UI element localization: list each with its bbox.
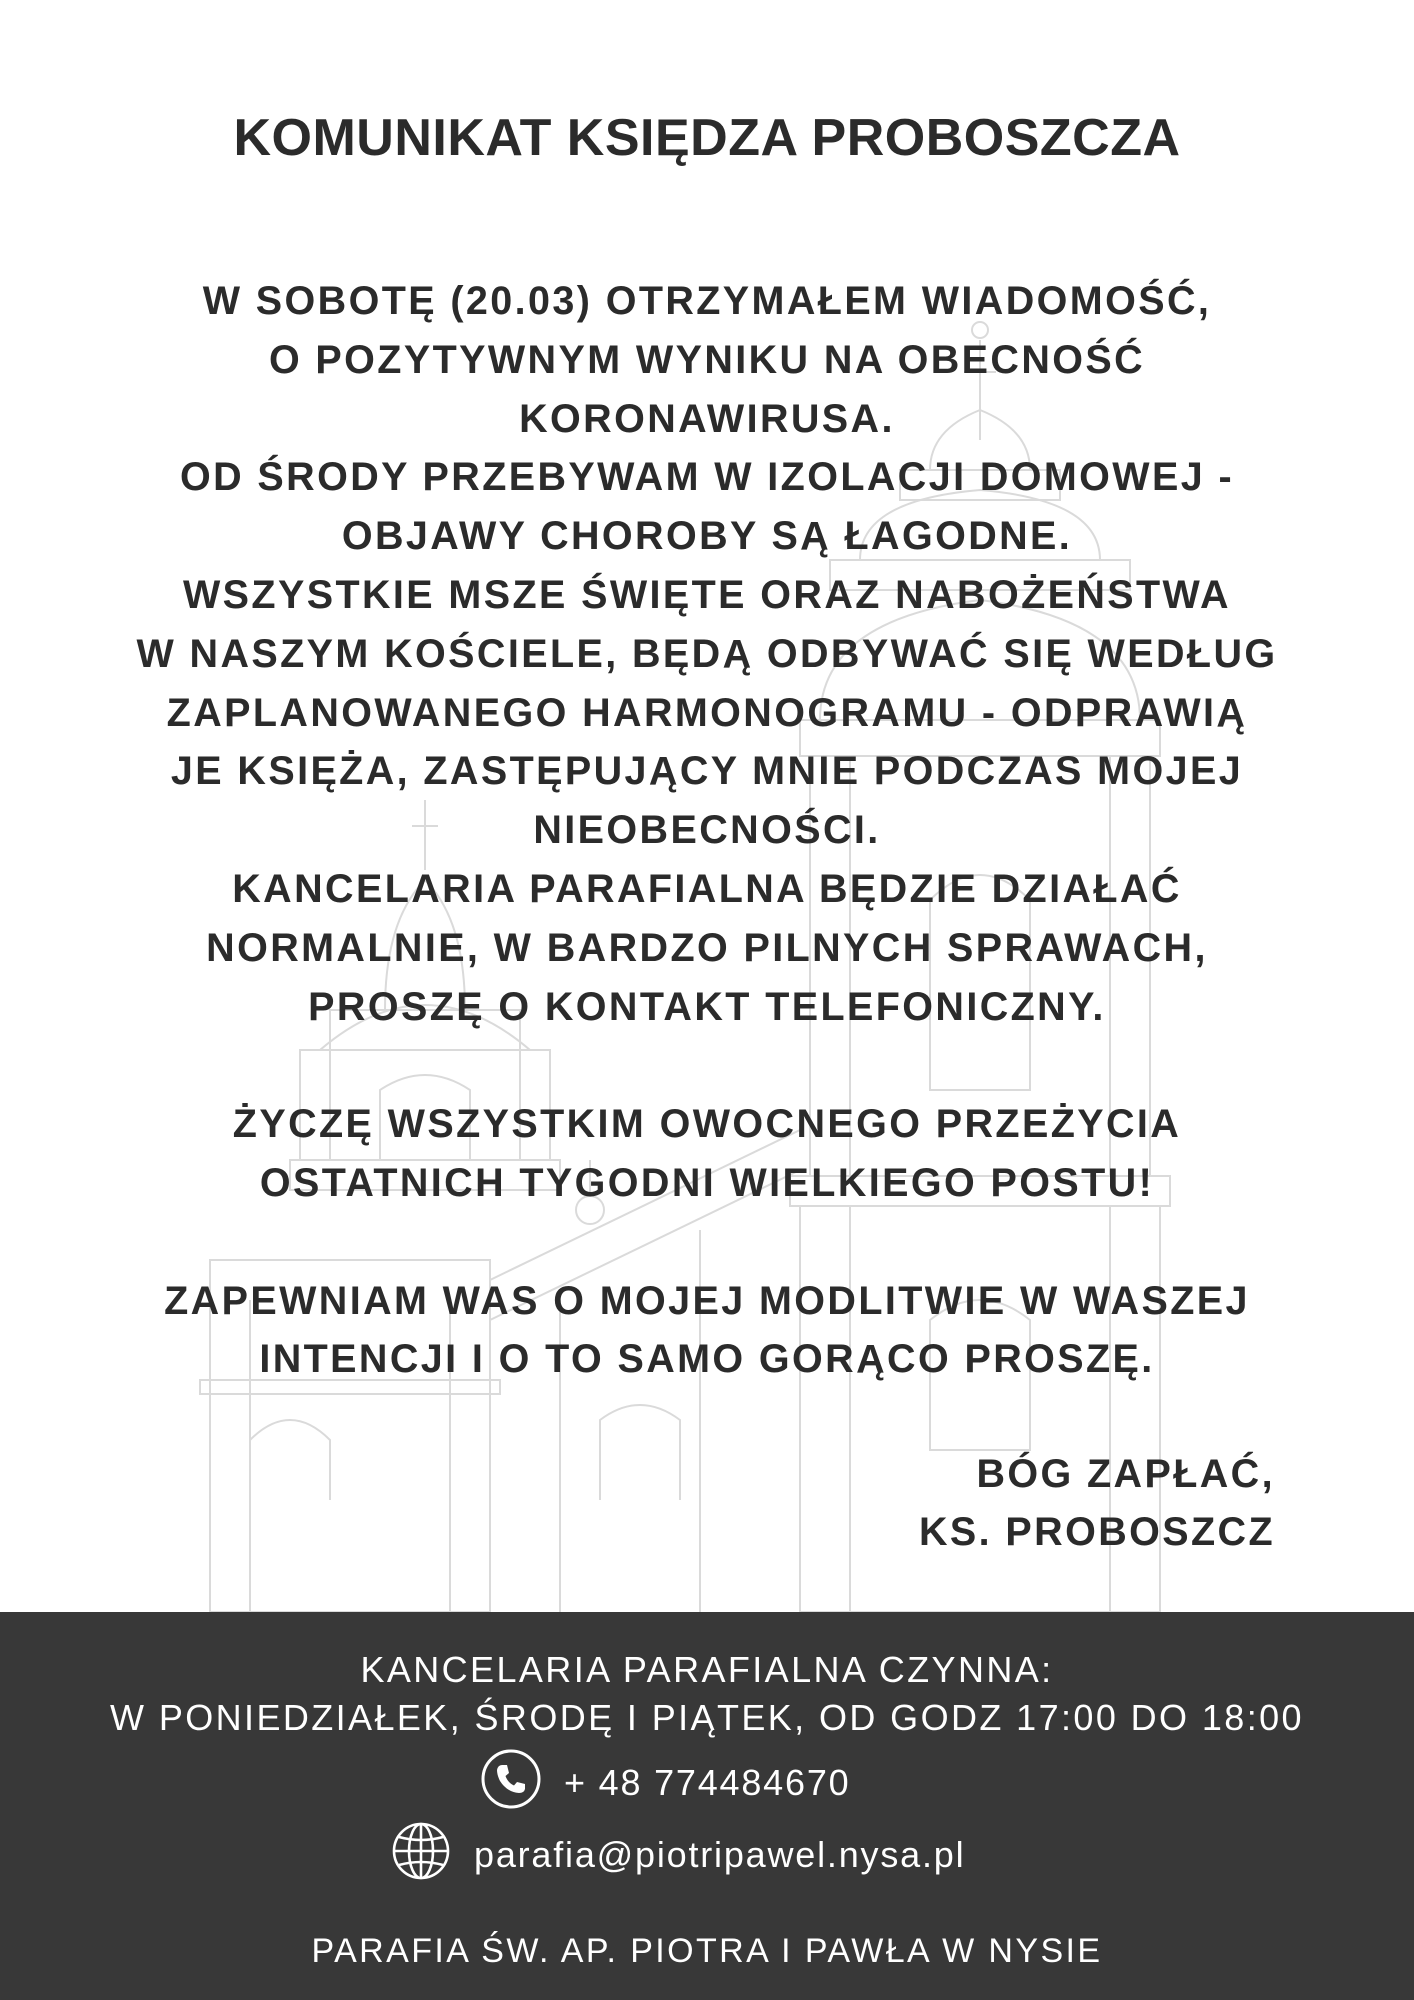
text-line: OD ŚRODY PRZEBYWAM W IZOLACJI DOMOWEJ -: [179, 455, 1235, 500]
parish-name: PARAFIA ŚW. AP. PIOTRA I PAWŁA W NYSIE: [311, 1932, 1103, 1970]
phone-icon: [480, 1748, 542, 1819]
text-line: NORMALNIE, W BARDZO PILNYCH SPRAWACH,: [206, 925, 1208, 970]
paragraph-gap: [110, 1036, 1304, 1095]
signature-block: [919, 1445, 1275, 1561]
office-hours-title: KANCELARIA PARAFIALNA CZYNNA:: [360, 1649, 1054, 1690]
text-line: ZAPLANOWANEGO HARMONOGRAMU - ODPRAWIĄ: [166, 690, 1248, 735]
text-line: JE KSIĘŻA, ZASTĘPUJĄCY MNIE PODCZAS MOJEJ: [170, 749, 1244, 794]
office-hours: [0, 1646, 1414, 1742]
text-line: KANCELARIA PARAFIALNA BĘDZIE DZIAŁAĆ: [232, 866, 1182, 911]
text-line: OBJAWY CHOROBY SĄ ŁAGODNE.: [341, 514, 1073, 559]
phone-contact[interactable]: [480, 1752, 850, 1814]
office-hours-detail: W PONIEDZIAŁEK, ŚRODĘ I PIĄTEK, OD GODZ 17:00 DO 18:00: [110, 1697, 1304, 1738]
footer-bar: [0, 1612, 1414, 2000]
text-line: WSZYSTKIE MSZE ŚWIĘTE ORAZ NABOŻEŃSTWA: [183, 572, 1231, 617]
text-line: ŻYCZĘ WSZYSTKIM OWOCNEGO PRZEŻYCIA: [232, 1102, 1182, 1147]
page-title: KOMUNIKAT KSIĘDZA PROBOSZCZA: [233, 109, 1181, 167]
text-line: NIEOBECNOŚCI.: [533, 808, 881, 853]
signature-closing: BÓG ZAPŁAĆ,: [976, 1452, 1275, 1496]
text-line: PROSZĘ O KONTAKT TELEFONICZNY.: [308, 984, 1106, 1029]
text-line: W NASZYM KOŚCIELE, BĘDĄ ODBYWAĆ SIĘ WEDŁUG: [136, 631, 1278, 676]
announcement-text: [110, 272, 1304, 1389]
signature-name: KS. PROBOSZCZ: [919, 1510, 1275, 1554]
globe-icon: [390, 1820, 452, 1891]
email-contact[interactable]: [390, 1824, 965, 1886]
text-line: W SOBOTĘ (20.03) OTRZYMAŁEM WIADOMOŚĆ,: [202, 279, 1212, 323]
email-address[interactable]: parafia@piotripawel.nysa.pl: [474, 1834, 966, 1875]
text-line: KORONAWIRUSA.: [519, 396, 895, 441]
phone-number[interactable]: + 48 774484670: [564, 1762, 851, 1803]
text-line: ZAPEWNIAM WAS O MOJEJ MODLITWIE W WASZEJ: [164, 1278, 1250, 1323]
text-line: O POZYTYWNYM WYNIKU NA OBECNOŚĆ: [268, 337, 1146, 382]
text-line: OSTATNICH TYGODNI WIELKIEGO POSTU!: [259, 1160, 1155, 1205]
paragraph-gap: [110, 1213, 1304, 1272]
text-line: INTENCJI I O TO SAMO GORĄCO PROSZĘ.: [259, 1337, 1155, 1382]
